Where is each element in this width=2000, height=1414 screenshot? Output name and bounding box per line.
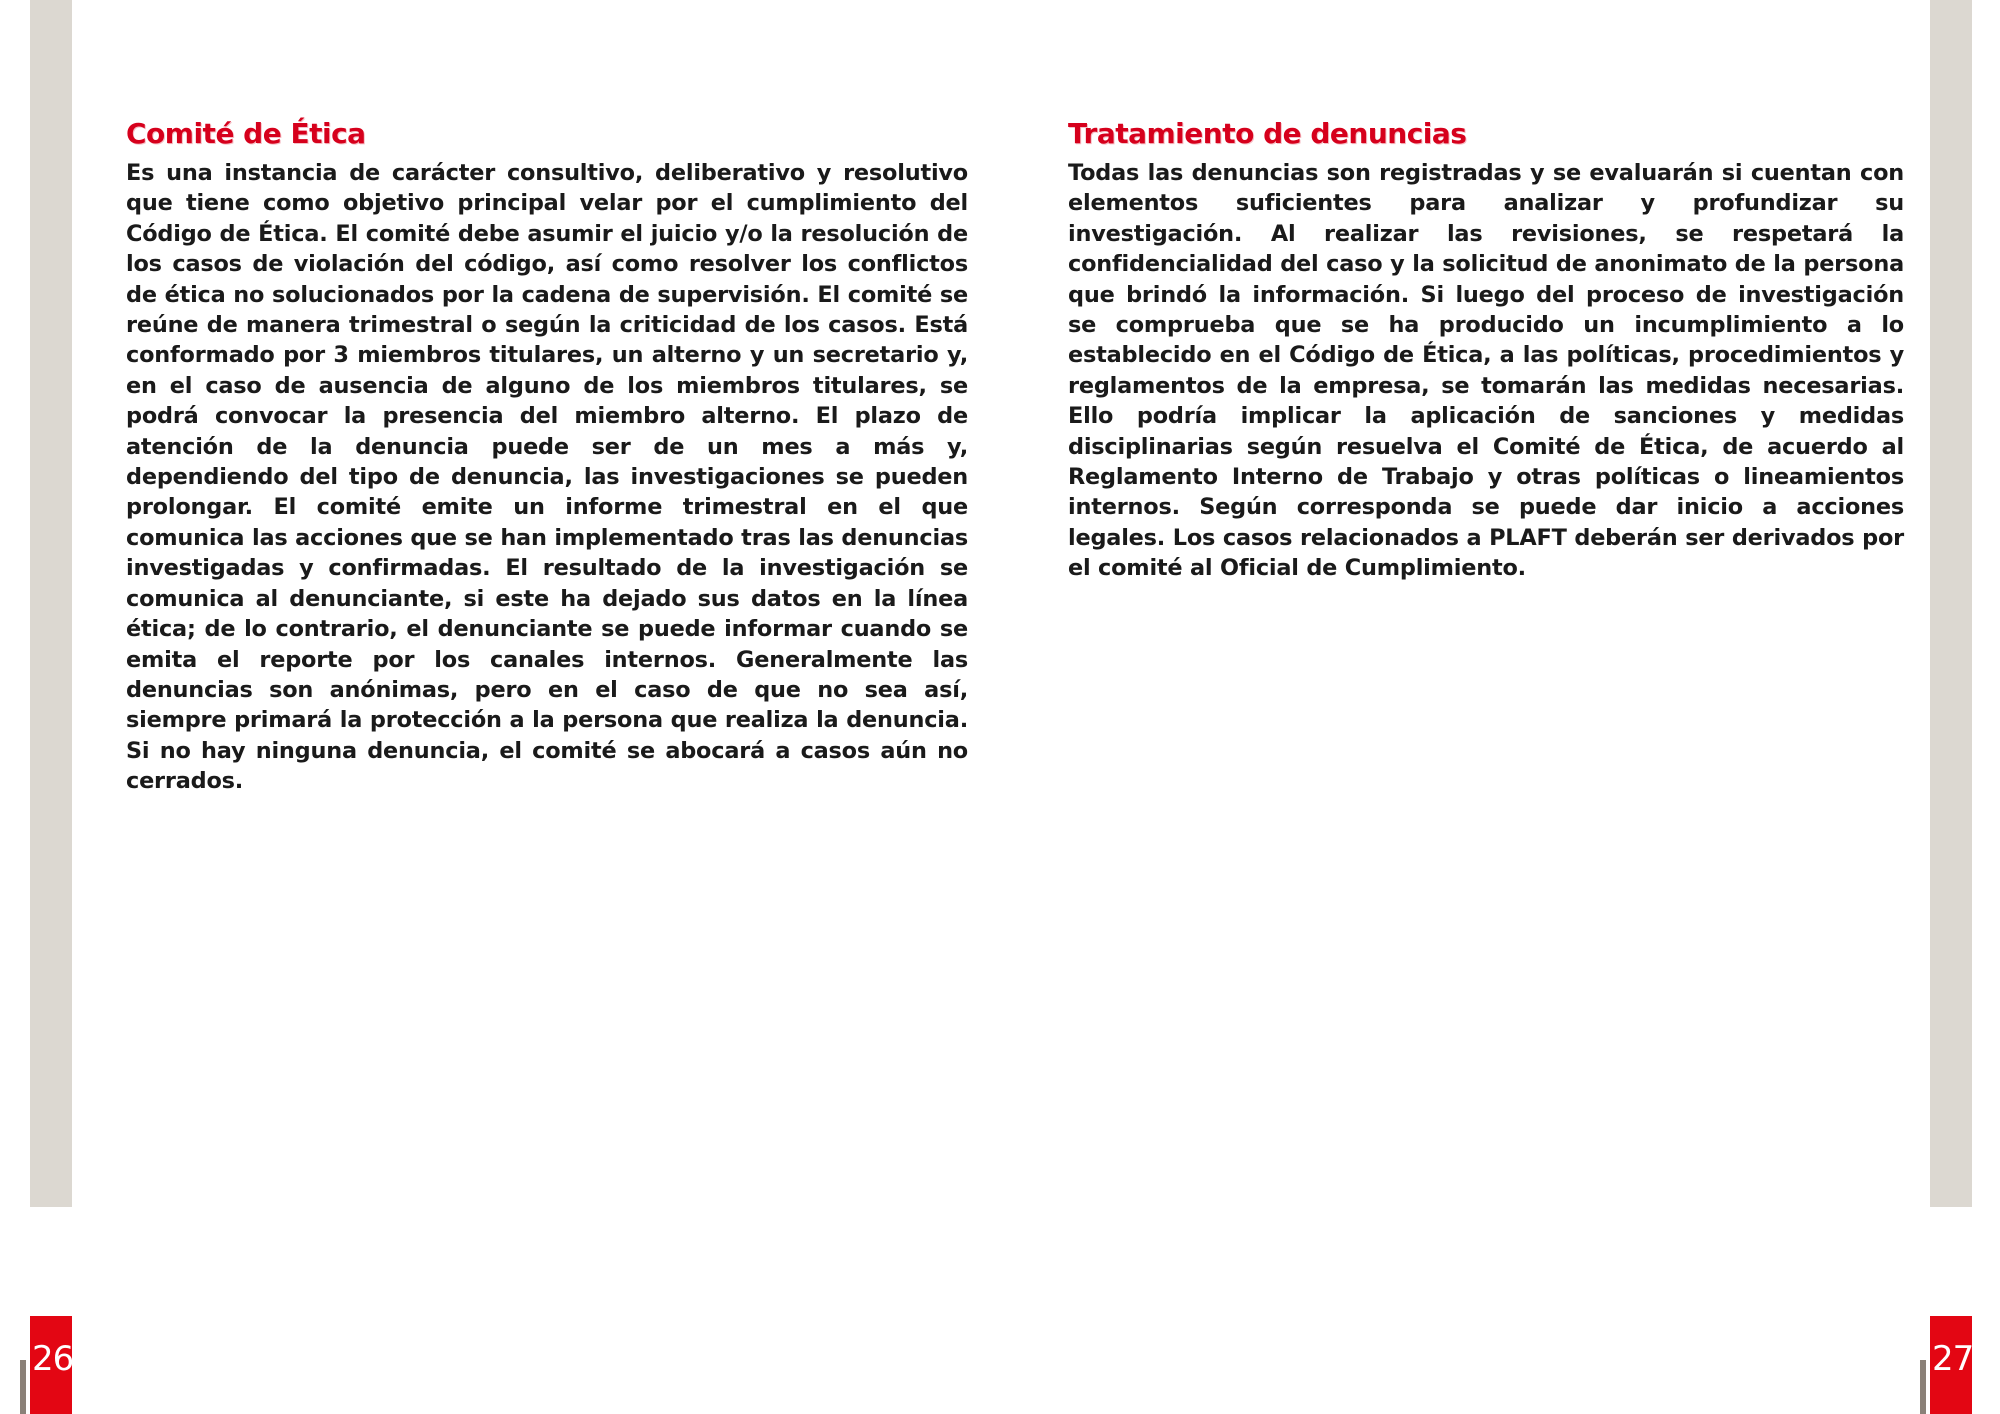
left-tab-stripe [20, 1360, 26, 1414]
section-title-tratamiento-de-denuncias: Tratamiento de denuncias [1068, 117, 1467, 150]
section-body-comite-de-etica: Es una instancia de carácter consultivo, deliberativo y resolutivo que tiene como objetivo principal velar por el cumplimiento del Código de Ética. El comité debe asumir el juicio y/o la resolución de los casos de violación del código, así como resolver los conflictos de ética no solucionados por la cadena de supervisión. El comité se reúne de manera trimestral o según la criticidad de los casos. Está conformado por 3 miembros titulares, un alterno y un secretario y, en el caso de ausencia de alguno de los miembros titulares, se podrá convocar la presencia del miembro alterno. El plazo de atención de la denuncia puede ser de un mes a más y, dependiendo del tipo de denuncia, las investigaciones se pueden prolongar. El comité emite un informe trimestral en el que comunica las acciones que se han implementado tras las denuncias investigadas y confirmadas. El resultado de la investigación se comunica al denunciante, si este ha dejado sus datos en la línea ética; de lo contrario, el denunciante se puede informar cuando se emita el reporte por los canales internos. Generalmente las denuncias son anónimas, pero en el caso de que no sea así, siempre primará la protección a la persona que realiza la denuncia. Si no hay ninguna denuncia, el comité se abocará a casos aún no cerrados. [126, 160, 968, 795]
section-title-comite-de-etica: Comité de Ética [126, 117, 366, 150]
section-body-tratamiento-de-denuncias: Todas las denuncias son registradas y se evaluarán si cuentan con elementos suficientes para analizar y profundizar su investigación. Al realizar las revisiones, se respetará la confidencialidad del caso y la solicitud de anonimato de la persona que brindó la información. Si luego del proceso de investigación se comprueba que se ha producido un incumplimiento a lo establecido en el Código de Ética, a las políticas, procedimientos y reglamentos de la empresa, se tomarán las medidas necesarias. Ello podría implicar la aplicación de sanciones y medidas disciplinarias según resuelva el Comité de Ética, de acuerdo al Reglamento Interno de Trabajo y otras políticas o lineamientos internos. Según corresponda se puede dar inicio a acciones legales. Los casos relacionados a PLAFT deberán ser derivados por el comité al Oficial de Cumplimiento. [1068, 160, 1904, 582]
page-number-right: 27 [1932, 1339, 1974, 1379]
left-page-content [126, 114, 968, 797]
right-page-content [1068, 114, 1904, 584]
right-side-bar [1930, 0, 1972, 1207]
right-tab-stripe [1920, 1360, 1926, 1414]
page-number-left: 26 [32, 1339, 74, 1379]
left-side-bar [30, 0, 72, 1207]
